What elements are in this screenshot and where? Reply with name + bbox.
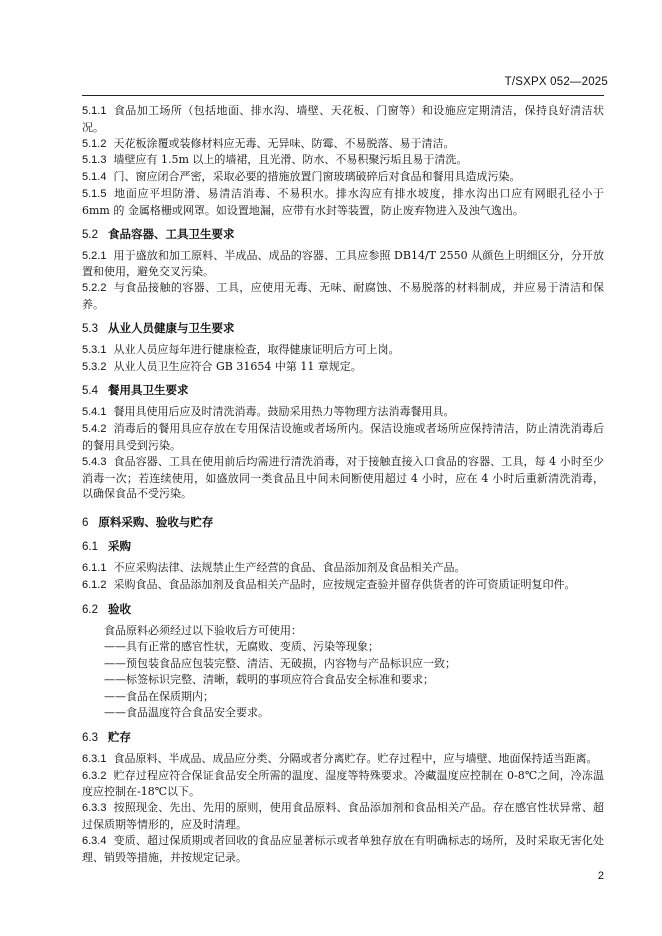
clause-5-3-2 (82, 359, 604, 376)
clause-number: 5.1.4 (82, 171, 107, 184)
heading-number: 6.2 (82, 603, 98, 616)
heading-number: 5.2 (82, 228, 98, 241)
clause-text: 从业人员应每年进行健康检查，取得健康证明后方可上岗。 (113, 342, 400, 356)
clause-text: 食品容器、工具在使用前后均需进行清洗消毒，对于接触直接入口食品的容器、工具，每 4 小时至少消毒一次；若连续使用，如盛放同一类食品且中间未间断使用超过 4 小时，应在 4 小时后重新清洗消毒，以确保食品不受污染。 (82, 454, 604, 501)
header-rule (82, 95, 604, 96)
clause-text: 不应采购法律、法规禁止生产经营的食品、食品添加剂及食品相关产品。 (113, 561, 466, 575)
clause-5-4-3 (82, 454, 604, 502)
clause-text: 门、窗应闭合严密，采取必要的措施放置门窗玻璃破碎后对食品和餐用具造成污染。 (113, 170, 521, 184)
clause-number: 5.3.2 (82, 360, 107, 373)
clause-text: 采购食品、食品添加剂及食品相关产品时，应按规定查验并留存供货者的许可资质证明复印件。 (113, 577, 576, 591)
clause-5-4-2 (82, 421, 604, 454)
acceptance-intro: 食品原料必须经过以下验收后方可使用： (104, 623, 302, 637)
clause-6-3-2 (82, 768, 604, 801)
heading-title: 原料采购、验收与贮存 (98, 517, 214, 530)
clause-5-1-3 (82, 152, 604, 169)
clause-5-2-2 (82, 280, 604, 313)
clause-number: 5.1.1 (82, 105, 107, 117)
clause-number: 5.2.2 (82, 282, 107, 295)
clause-number: 6.1.1 (82, 562, 107, 575)
heading-title: 餐用具卫生要求 (108, 385, 189, 398)
clause-6-1-1 (82, 560, 604, 577)
clause-text: 从业人员卫生应符合 GB 31654 中第 11 章规定。 (113, 359, 362, 373)
heading-number: 6.1 (82, 541, 98, 554)
clause-text: 与食品接触的容器、工具，应使用无毒、无味、耐腐蚀、不易脱落的材料制成，并应易于清洁和保养。 (82, 281, 604, 311)
heading-number: 5.3 (82, 322, 98, 335)
clause-number: 5.1.2 (82, 137, 107, 150)
clause-5-1-5 (82, 186, 604, 219)
heading-6-2 (82, 602, 604, 618)
clause-5-1-2 (82, 136, 604, 153)
clause-text: 用于盛放和加工原料、半成品、成品的容器、工具应参照 DB14/T 2550 从颜色上明细区分，分开放置和使用，避免交叉污染。 (82, 248, 604, 279)
page-number: 2 (597, 870, 604, 882)
clause-text: 地面应平坦防滑、易清洁消毒、不易积水。排水沟应有排水坡度，排水沟出口应有网眼孔径小于 6mm 的 金属格栅或网罩。如设置地漏，应带有水封等装置，防止废弃物进入及浊气逸出。 (82, 186, 604, 217)
clause-5-1-1 (82, 103, 604, 136)
clause-6-1-2 (82, 577, 604, 594)
clause-number: 6.1.2 (82, 578, 107, 591)
heading-5-3 (82, 321, 604, 337)
clause-5-4-1 (82, 404, 604, 421)
clause-number: 5.2.1 (82, 249, 107, 262)
clause-6-3-1 (82, 751, 604, 768)
clause-number: 5.1.3 (82, 154, 107, 167)
clause-number: 6.3.4 (82, 834, 107, 847)
heading-title: 采购 (108, 541, 131, 554)
clause-6-3-3 (82, 800, 604, 833)
clause-text: 消毒后的餐用具应存放在专用保洁设施或者场所内。保洁设施或者场所应保持清洁，防止清洗消毒后的餐用具受到污染。 (82, 422, 604, 452)
heading-title: 食品容器、工具卫生要求 (108, 228, 235, 241)
acceptance-item: ——标签标识完整、清晰，载明的事项应符合食品安全标准和要求； (104, 673, 434, 687)
heading-number: 5.4 (82, 385, 98, 398)
clause-5-2-1 (82, 248, 604, 281)
heading-5-2 (82, 227, 604, 243)
clause-text: 墙壁应有 1.5m 以上的墙裙，且光滑、防水、不易积聚污垢且易于清洗。 (113, 153, 468, 167)
heading-title: 贮存 (108, 731, 131, 744)
clause-number: 5.3.1 (82, 343, 107, 356)
clause-number: 5.1.5 (82, 187, 107, 200)
heading-title: 验收 (108, 603, 131, 616)
heading-number: 6 (82, 517, 89, 530)
acceptance-item: ——食品在保质期内； (104, 689, 214, 703)
clause-number: 6.3.3 (82, 802, 107, 815)
heading-6-1 (82, 539, 604, 555)
clause-6-3-4 (82, 833, 604, 866)
heading-number: 6.3 (82, 731, 98, 744)
clause-text: 按照现金、先出、先用的原则，使用食品原料、食品添加剂和食品相关产品。存在感官性状异常、超过保质期等情形的，应及时清理。 (82, 801, 604, 831)
clause-number: 6.3.2 (82, 769, 107, 782)
acceptance-item: ——食品温度符合食品安全要求。 (104, 706, 269, 720)
clause-number: 6.3.1 (82, 752, 107, 765)
clause-text: 餐用具使用后应及时清洗消毒。鼓励采用热力等物理方法消毒餐用具。 (113, 405, 455, 419)
heading-6-3 (82, 730, 604, 746)
clause-text: 贮存过程应符合保证食品安全所需的温度、湿度等特殊要求。冷藏温度应控制在 0-8℃之间，冷冻温度应控制在-18℃以下。 (82, 768, 604, 799)
clause-text: 天花板涂覆或装修材料应无毒、无异味、防霉、不易脱落、易于清洁。 (113, 136, 455, 150)
clause-5-3-1 (82, 342, 604, 359)
clause-text: 变质、超过保质期或者回收的食品应显著标示或者单独存放在有明确标志的场所，及时采取无害化处理、销毁等措施，并按规定记录。 (82, 833, 604, 864)
heading-6 (82, 515, 604, 531)
heading-title: 从业人员健康与卫生要求 (108, 322, 235, 335)
acceptance-item: ——预包装食品应包装完整、清洁、无破损，内容物与产品标识应一致； (104, 656, 456, 670)
clause-5-1-4 (82, 169, 604, 186)
heading-5-4 (82, 383, 604, 399)
document-number: T/SXPX 052—2025 (504, 76, 608, 88)
clause-number: 5.4.3 (82, 455, 107, 468)
document-body (82, 103, 604, 865)
clause-number: 5.4.2 (82, 423, 107, 436)
acceptance-item: ——具有正常的感官性状，无腐败、变质、污染等现象； (104, 640, 379, 654)
clause-text: 食品原料、半成品、成品应分类、分隔或者分离贮存。贮存过程中，应与墙壁、地面保持适当距离。 (113, 751, 598, 765)
clause-number: 5.4.1 (82, 406, 107, 419)
clause-text: 食品加工场所（包括地面、排水沟、墙壁、天花板、门窗等）和设施应定期清洁，保持良好清洁状况。 (82, 104, 604, 134)
